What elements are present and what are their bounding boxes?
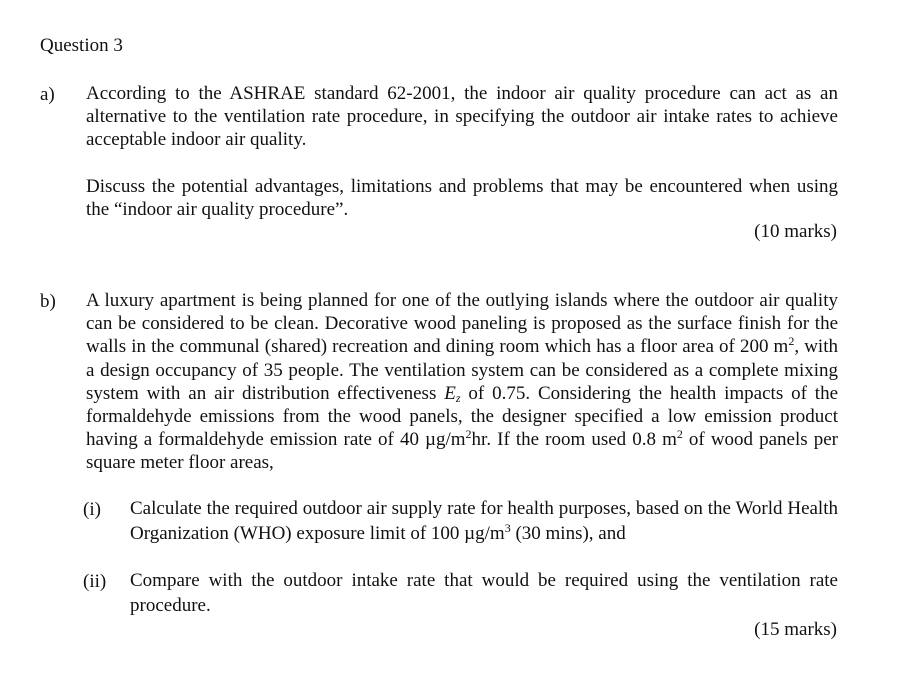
sub-item-ii-label: (ii) <box>83 571 107 592</box>
sub-item-i-label: (i) <box>83 499 101 520</box>
part-b-sup-3: 2 <box>676 427 683 442</box>
sub-item-i-text-2: (30 mins), and <box>510 522 626 544</box>
sub-item-ii-text: Compare with the outdoor intake rate that would be required using the ventilation rate procedure. <box>130 570 838 616</box>
sub-item-i-sup: 3 <box>504 520 511 535</box>
part-b-sup-1: 2 <box>788 334 795 349</box>
part-a-paragraph-1: According to the ASHRAE standard 62-2001, the indoor air quality procedure can act as an alternative to the ventilation rate procedure, in specifying the outdoor air intake rates to achieve acceptable indoor air quality. <box>86 83 838 151</box>
part-a-marks: (10 marks) <box>754 221 837 242</box>
part-b-label: b) <box>40 291 56 312</box>
part-b-text-3: of 0.75. Considering the health impacts of the formaldehyde emissions from the wood panels, the designer specified a low emission product having a formaldehyde emission rate of 40 µg/m <box>86 382 839 451</box>
part-b-text-1: A luxury apartment is being planned for one of the outlying islands where the outdoor air quality can be considered to be clean. Decorative wood paneling is proposed as the surface finish for the walls in the communal (shared) recreation and dining room which has a floor area of 200 m <box>86 290 838 358</box>
part-a-paragraph-2: Discuss the potential advantages, limitations and problems that may be encountered when using the “indoor air quality procedure”. <box>86 176 838 221</box>
ez-variable: E <box>444 382 456 404</box>
part-b-marks: (15 marks) <box>754 619 837 640</box>
sub-item-i-text-1: Calculate the required outdoor air supply rate for health purposes, based on the World Health Organization (WHO) exposure limit of 100 µg/m <box>130 498 838 544</box>
sub-item-i-text <box>130 497 838 546</box>
part-b-paragraph <box>86 289 838 475</box>
part-b-text-5: of wood panels per square meter floor areas, <box>86 429 839 474</box>
part-a-label: a) <box>40 84 55 105</box>
part-b-text-4: hr. If the room used 0.8 m <box>471 429 677 451</box>
part-b-text-2: , with a design occupancy of 35 people. The ventilation system can be considered as a complete mixing system with an air distribution effectiveness <box>86 336 838 404</box>
question-title: Question 3 <box>40 35 123 56</box>
ez-subscript: z <box>455 390 461 405</box>
part-b-sup-2: 2 <box>465 427 472 442</box>
